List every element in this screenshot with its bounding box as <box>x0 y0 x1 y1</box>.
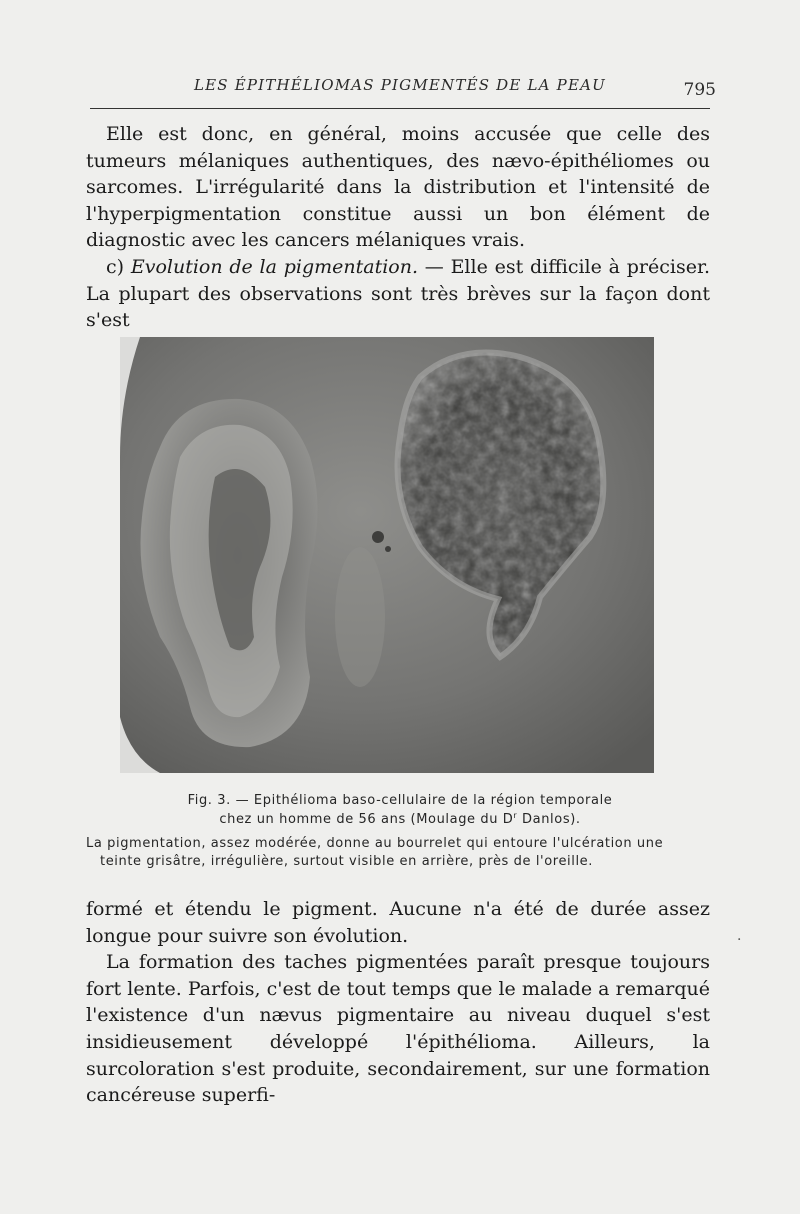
figure-photograph <box>120 337 654 773</box>
caption-text-end: Danlos). <box>517 812 581 827</box>
paragraph: Elle est donc, en général, moins accusée que celle des tumeurs mélaniques authentiques, des nævo-épithéliomes ou sarcomes. L'irrégularité dans la distribution et l'intensité de l'hyperpigmentation constitue aussi un bon élément de diagnostic avec les cancers mélaniques vrais. <box>86 123 710 252</box>
section-heading: Evolution de la pigmentation. <box>130 255 419 278</box>
figure-caption-title: Fig. 3. — Epithélioma baso-cellulaire de la région temporale <box>187 793 613 808</box>
section-marker: c) <box>106 255 125 278</box>
margin-mark: · <box>737 932 742 948</box>
header-rule <box>90 108 710 109</box>
paragraph: La formation des taches pigmentées paraît presque toujours fort lente. Parfois, c'est de tout temps que le malade a remarqué l'existence d'un nævus pigmentaire au niveau duquel s'est insidieusement développé l'épithélioma. Ailleurs, la surcoloration s'est produite, secondairement, sur une formation cancéreuse superfi- <box>86 951 710 1107</box>
running-header <box>90 76 716 100</box>
paragraph-evolution <box>86 254 710 334</box>
figure-caption-subtitle <box>86 811 714 827</box>
paragraph-continued: formé et étendu le pigment. Aucune n'a été de durée assez longue pour suivre son évolution. <box>86 898 710 947</box>
text-block-top <box>86 121 710 334</box>
paragraph-text: — Elle est difficile à préciser. La plupart des observations sont très brèves sur la façon dont s'est <box>86 255 710 332</box>
text-block-bottom <box>86 896 710 1109</box>
page-number: 795 <box>683 80 716 100</box>
caption-note-line1: La pigmentation, assez modérée, donne au bourrelet qui entoure l'ulcération une <box>86 836 664 851</box>
running-title: LES ÉPITHÉLIOMAS PIGMENTÉS DE LA PEAU <box>193 76 607 94</box>
caption-note-line2: teinte grisâtre, irrégulière, surtout visible en arrière, près de l'oreille. <box>100 854 594 869</box>
figure-caption-note <box>86 835 714 871</box>
ear-lesion-illustration <box>120 337 654 773</box>
caption-superscript: r <box>513 811 518 820</box>
caption-text: chez un homme de 56 ans (Moulage du D <box>219 812 514 827</box>
